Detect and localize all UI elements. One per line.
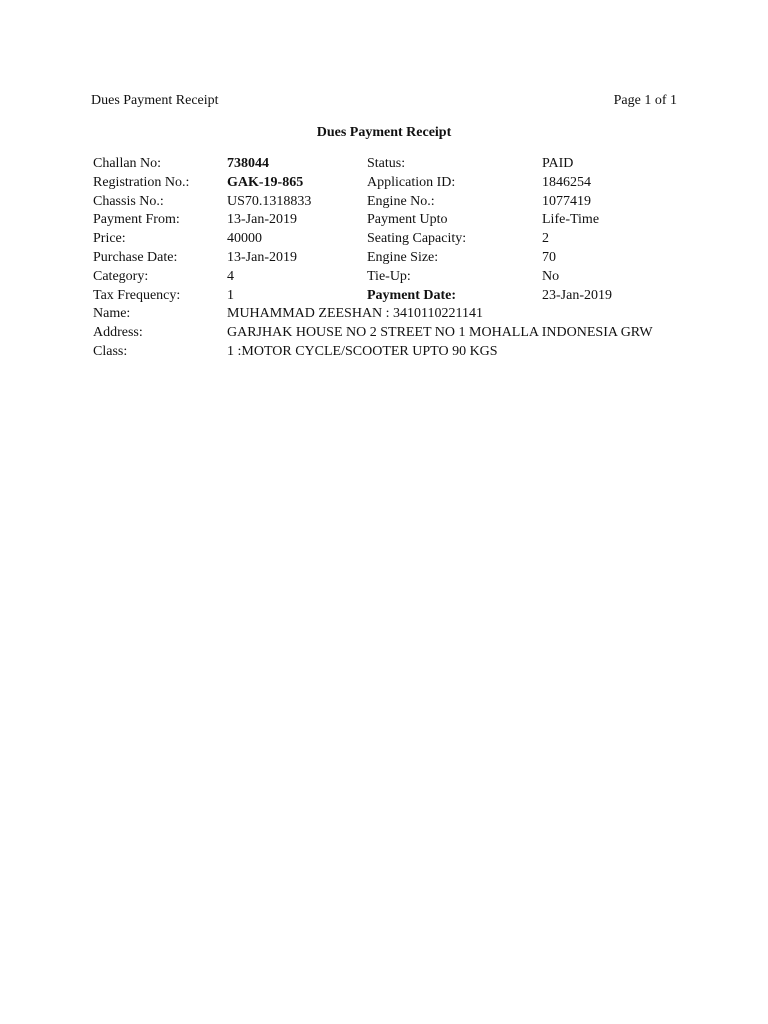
label-engine-size: Engine Size: (367, 249, 439, 265)
label-class: Class: (93, 343, 128, 359)
value-purchase-date: 13-Jan-2019 (227, 249, 297, 265)
row-address (93, 324, 693, 343)
row-price (93, 230, 693, 249)
label-payment-upto: Payment Upto (367, 212, 448, 228)
label-application-id: Application ID: (367, 174, 456, 190)
label-purchase-date: Purchase Date: (93, 249, 178, 265)
row-chassis (93, 193, 693, 212)
value-engine-no: 1077419 (542, 193, 591, 209)
label-status: Status: (367, 156, 406, 171)
label-tie-up: Tie-Up: (367, 268, 411, 284)
row-tax-frequency (93, 287, 693, 306)
header-document-name: Dues Payment Receipt (91, 93, 219, 108)
row-challan (93, 155, 693, 174)
running-header (91, 92, 677, 110)
label-chassis-no: Chassis No.: (93, 193, 164, 209)
value-application-id: 1846254 (542, 174, 591, 190)
row-registration (93, 174, 693, 193)
label-payment-from: Payment From: (93, 212, 180, 228)
value-name: MUHAMMAD ZEESHAN : 3410110221141 (227, 306, 484, 322)
value-payment-upto: Life-Time (542, 212, 600, 228)
page-number: Page 1 of 1 (613, 93, 677, 108)
label-name: Name: (93, 306, 131, 322)
label-challan-no: Challan No: (93, 156, 162, 171)
row-class (93, 343, 693, 362)
value-payment-date: 23-Jan-2019 (542, 287, 612, 303)
value-challan-no: 738044 (227, 156, 269, 171)
label-tax-frequency: Tax Frequency: (93, 287, 181, 303)
label-address: Address: (93, 325, 143, 341)
value-registration-no: GAK-19-865 (227, 174, 304, 190)
value-seating-capacity: 2 (542, 231, 549, 247)
value-address: GARJHAK HOUSE NO 2 STREET NO 1 MOHALLA INDONESIA GRW (227, 325, 653, 341)
value-category: 4 (227, 268, 234, 284)
row-name (93, 305, 693, 324)
value-price: 40000 (227, 231, 262, 247)
label-price: Price: (93, 231, 126, 247)
label-payment-date: Payment Date: (367, 287, 457, 303)
page-title: Dues Payment Receipt (316, 125, 452, 140)
value-tax-frequency: 1 (227, 287, 234, 303)
row-payment-period (93, 211, 693, 230)
value-class: 1 :MOTOR CYCLE/SCOOTER UPTO 90 KGS (227, 343, 498, 359)
value-chassis-no: US70.1318833 (227, 193, 312, 209)
label-registration-no: Registration No.: (93, 174, 190, 190)
value-status: PAID (542, 156, 574, 171)
value-tie-up: No (542, 268, 560, 284)
row-purchase-date (93, 249, 693, 268)
value-payment-from: 13-Jan-2019 (227, 212, 297, 228)
receipt-details-table (93, 155, 693, 362)
row-category (93, 268, 693, 287)
label-engine-no: Engine No.: (367, 193, 435, 209)
label-seating-capacity: Seating Capacity: (367, 231, 467, 247)
value-engine-size: 70 (542, 249, 556, 265)
label-category: Category: (93, 268, 149, 284)
